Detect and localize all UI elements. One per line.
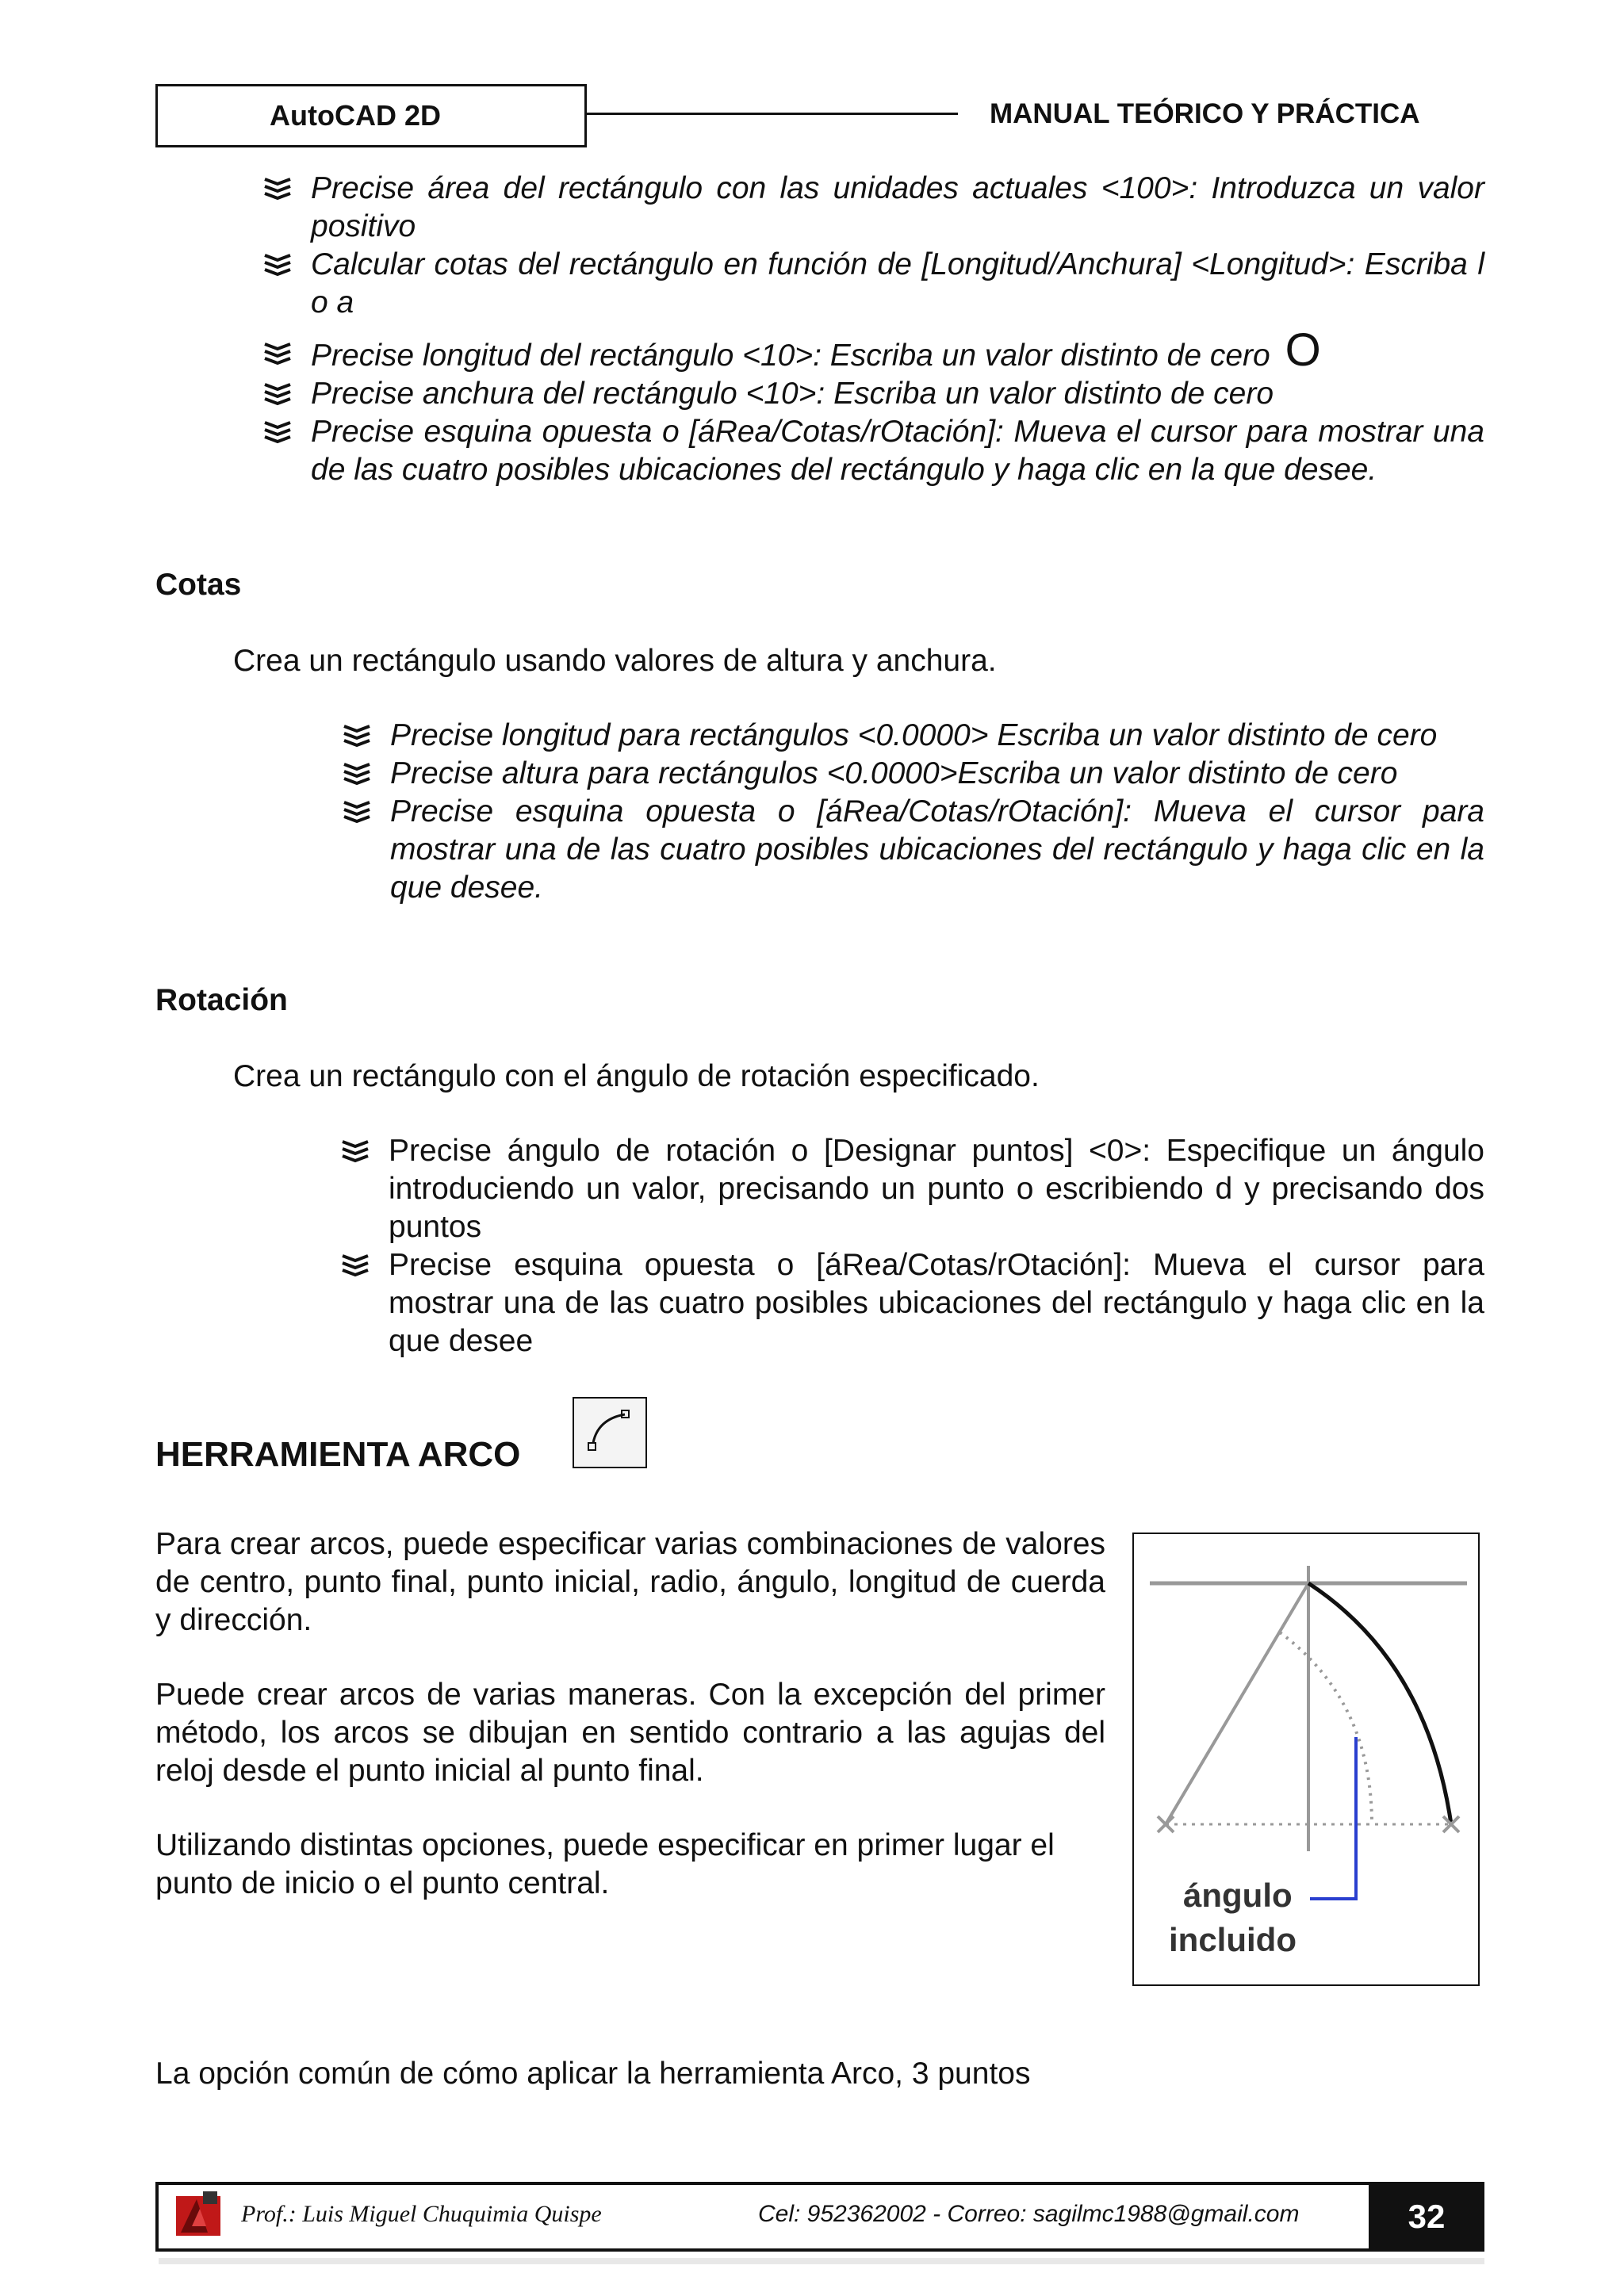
- arco-heading: HERRAMIENTA ARCO: [155, 1435, 521, 1474]
- arco-closing-text: La opción común de cómo aplicar la herramienta Arco, 3 puntos: [155, 2057, 1031, 2091]
- list-item: Precise esquina opuesta o [áRea/Cotas/rOtación]: Mueva el cursor para mostrar una de las cuatro posibles ubicaciones del rectángulo y haga clic en la que desee.: [390, 793, 1484, 907]
- list-item: Precise esquina opuesta o [áRea/Cotas/rOtación]: Mueva el cursor para mostrar una de las cuatro posibles ubicaciones del rectángulo y haga clic en la que desee.: [311, 413, 1484, 489]
- list-item: Precise esquina opuesta o [áRea/Cotas/rOtación]: Mueva el cursor para mostrar una de las cuatro posibles ubicaciones del rectángulo y haga clic en la que desee: [389, 1246, 1484, 1360]
- list-item: Precise ángulo de rotación o [Designar puntos] <0>: Especifique un ángulo introduciendo un valor, precisando un punto o escribiendo d y precisando dos puntos: [389, 1132, 1484, 1246]
- rotacion-description: Crea un rectángulo con el ángulo de rotación especificado.: [233, 1059, 1040, 1093]
- rotacion-list: [389, 1132, 1484, 1360]
- header-left-title: AutoCAD 2D: [270, 99, 441, 132]
- list-item: Precise longitud para rectángulos <0.0000> Escriba un valor distinto de cero: [390, 717, 1484, 755]
- footer-contact: Cel: 952362002 - Correo: sagilmc1988@gmail.com: [758, 2201, 1300, 2227]
- arco-paragraph-2: Puede crear arcos de varias maneras. Con la excepción del primer método, los arcos se dibujan en sentido contrario a las agujas del reloj desde el punto inicial al punto final.: [155, 1678, 1105, 1788]
- list-item: Precise altura para rectángulos <0.0000>Escriba un valor distinto de cero: [390, 755, 1484, 793]
- book-stack-icon: [341, 761, 373, 788]
- list-item: Precise anchura del rectángulo <10>: Escriba un valor distinto de cero: [311, 375, 1484, 413]
- arco-paragraph-3: Utilizando distintas opciones, puede especificar en primer lugar el punto de inicio o el punto central.: [155, 1828, 1055, 1900]
- arc-tool-icon: [573, 1397, 647, 1468]
- figure-label-incluido: incluido: [1169, 1921, 1297, 1958]
- cotas-list: [390, 717, 1484, 907]
- footer-professor: Prof.: Luis Miguel Chuquimia Quispe: [241, 2201, 602, 2227]
- book-stack-icon: [262, 341, 293, 368]
- figure-label-angulo: ángulo: [1183, 1877, 1293, 1914]
- list-item: Calcular cotas del rectángulo en función de [Longitud/Anchura] <Longitud>: Escriba l o a: [311, 246, 1484, 322]
- book-stack-icon: [262, 419, 293, 446]
- arco-paragraph-1: Para crear arcos, puede especificar varias combinaciones de valores de centro, punto final, punto inicial, radio, ángulo, longitud de cuerda y dirección.: [155, 1527, 1105, 1637]
- header-right-title: MANUAL TEÓRICO Y PRÁCTICA: [990, 98, 1420, 129]
- cotas-description: Crea un rectángulo usando valores de altura y anchura.: [233, 644, 997, 678]
- book-stack-icon: [262, 176, 293, 203]
- page-number: 32: [1369, 2182, 1484, 2252]
- list-item: Precise área del rectángulo con las unidades actuales <100>: Introduzca un valor positivo: [311, 170, 1484, 246]
- large-o-glyph: O: [1285, 324, 1321, 376]
- arc-diagram: [1134, 1534, 1478, 1984]
- book-stack-icon: [262, 252, 293, 279]
- rotacion-heading: Rotación: [155, 983, 288, 1017]
- book-stack-icon: [341, 799, 373, 826]
- footer-shadow: [159, 2258, 1484, 2264]
- header-rule: [587, 113, 958, 115]
- book-stack-icon: [339, 1253, 371, 1280]
- book-stack-icon: [262, 381, 293, 408]
- included-angle-figure: [1132, 1533, 1480, 1986]
- autocad-logo-icon: [176, 2190, 220, 2241]
- cotas-heading: Cotas: [155, 568, 242, 602]
- list-item: Precise longitud del rectángulo <10>: Escriba un valor distinto de cero O: [311, 335, 1484, 375]
- top-options-list: [311, 170, 1484, 489]
- book-stack-icon: [341, 723, 373, 750]
- book-stack-icon: [339, 1138, 371, 1165]
